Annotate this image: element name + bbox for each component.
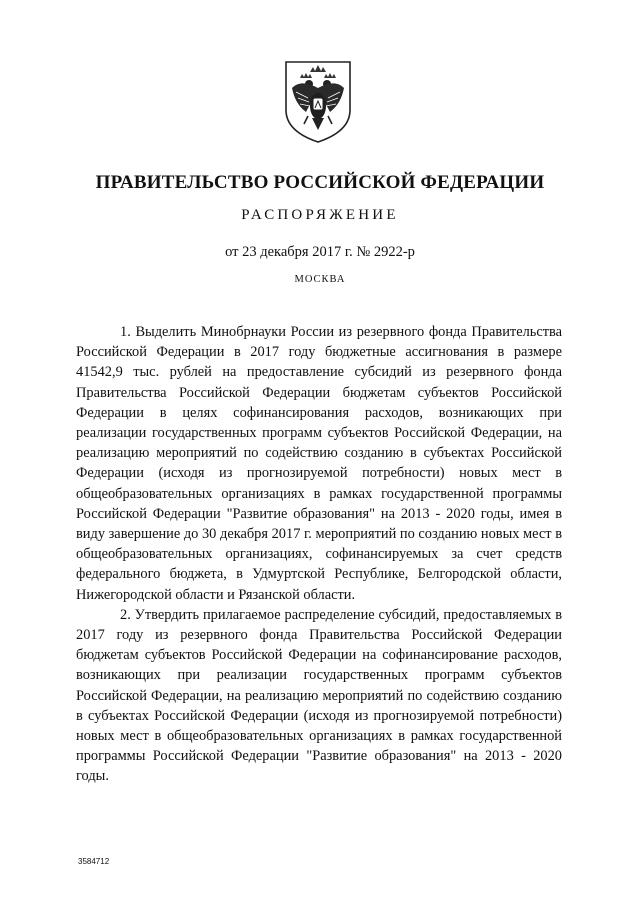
paragraph-1: 1. Выделить Минобрнауки России из резервного фонда Правительства Российской Федерации в 2017 году бюджетные ассигнования в размере 41542,9 тыс. рублей на предоставление субсидий из резервного фонда Правительства Российской Федерации бюджетам субъектов Российской Федерации в целях софинансирования расходов, возникающих при реализации государственных программ субъектов Российской Федерации, на реализацию мероприятий по содействию созданию в субъектах Российской Федерации (исходя из прогнозируемой потребности) новых мест в общеобразовательных организациях в рамках государственной программы Российской Федерации "Развитие образования" на 2013 - 2020 годы, имея в виду завершение до 30 декабря 2017 г. мероприятий по созданию новых мест в общеобразовательных организациях, софинансируемых за счет средств федерального бюджета, в Удмуртской Республике, Белгородской области, Нижегородской области и Рязанской области.: [76, 324, 562, 603]
document-date-number: от 23 декабря 2017 г. № 2922-р: [225, 244, 415, 260]
paragraph-2: 2. Утвердить прилагаемое распределение субсидий, предоставляемых в 2017 году из резервного фонда Правительства Российской Федерации бюджетам субъектов Российской Федерации на софинансирование расходов, возникающих при реализации государственных программ субъектов Российской Федерации, на реализацию мероприятий по содействию созданию в субъектах Российской Федерации (исходя из прогнозируемой потребности) новых мест в общеобразовательных организациях в рамках государственной программы Российской Федерации "Развитие образования" на 2013 - 2020 годы.: [76, 606, 562, 785]
coat-of-arms-icon: [280, 58, 356, 144]
document-type: РАСПОРЯЖЕНИЕ: [241, 207, 399, 223]
document-body: [76, 322, 562, 787]
government-title: ПРАВИТЕЛЬСТВО РОССИЙСКОЙ ФЕДЕРАЦИИ: [95, 172, 545, 193]
document-number: 3584712: [78, 857, 110, 866]
document-city: МОСКВА: [294, 274, 346, 285]
